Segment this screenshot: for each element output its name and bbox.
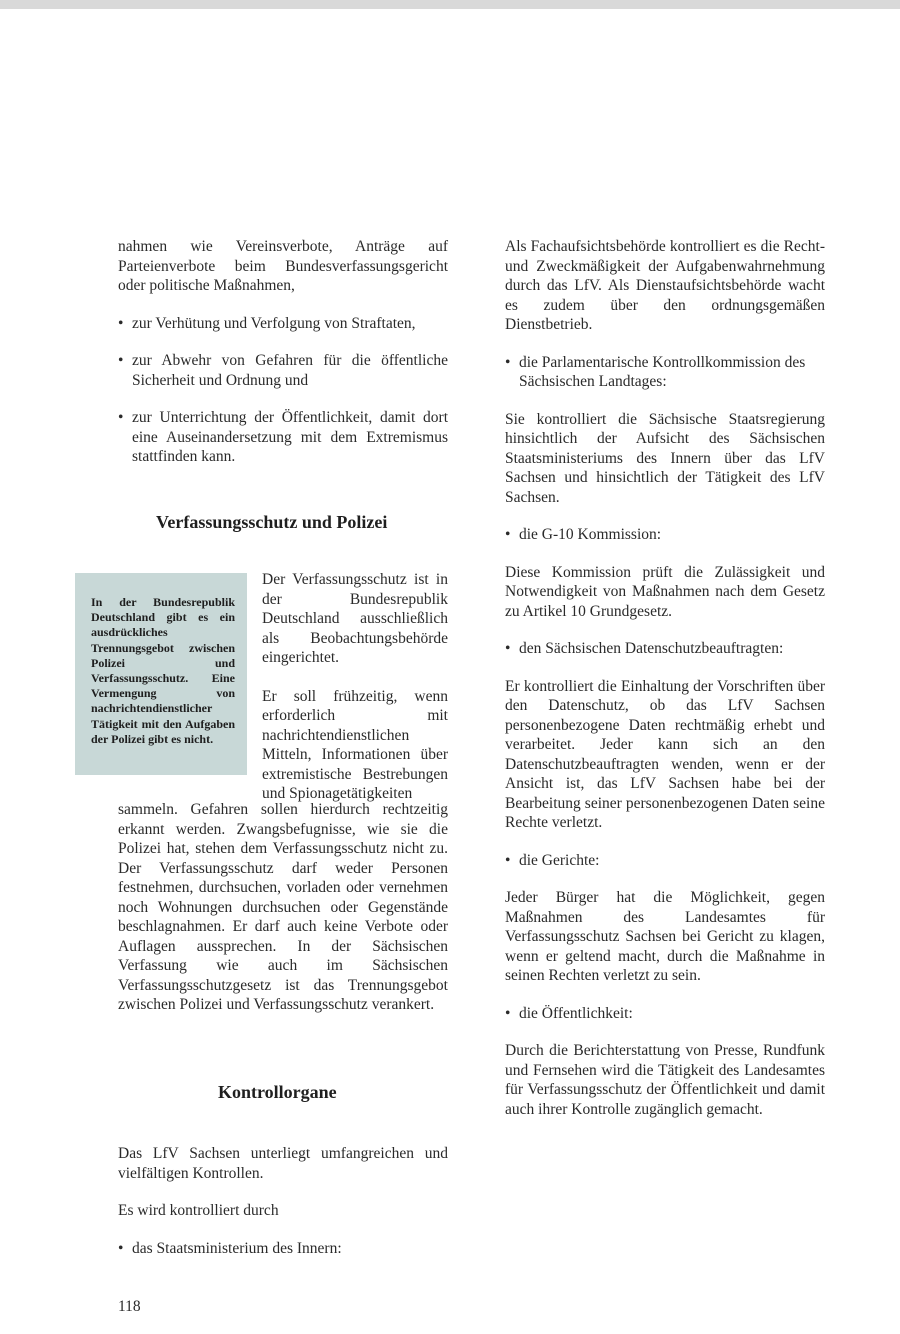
- list-item: • zur Abwehr von Gefahren für die öffentliche Sicherheit und Ordnung und: [118, 351, 448, 390]
- polizei-continued-text: sammeln. Gefahren sollen hierdurch rechtzeitig erkannt werden. Zwangsbefugnisse, wie sie die Polizei hat, stehen dem Verfassungsschutz nicht zu. Der Verfassungsschutz darf weder Personen festnehmen, durchsuchen, vorladen oder vernehmen noch Wohnungen durchsuchen oder Gegenstände beschlagnahmen. Er darf auch keine Verbote oder Auflagen aussprechen. In der Sächsischen Verfassung wie auch im Sächsischen Verfassungsschutzgesetz ist das Trennungsgebot zwischen Polizei und Verfassungsschutz verankert.: [118, 801, 448, 1013]
- callout-text: In der Bundesrepublik Deutschland gibt es ein ausdrückliches Trennungsgebot zwischen Polizei und Verfassungsschutz. Eine Vermengung von nachrichtendienstlicher Tätigkeit mit den Aufgaben der Polizei gibt es nicht.: [91, 595, 235, 746]
- wrap-paragraph-1: Der Verfassungsschutz ist in der Bundesrepublik Deutschland ausschließlich als Beobachtungsbehörde eingerichtet.: [262, 571, 448, 666]
- left-column-top: [118, 237, 448, 467]
- kontroll-paragraph-1: Das LfV Sachsen unterliegt umfangreichen und vielfältigen Kontrollen.: [118, 1145, 448, 1182]
- list-item: • die Parlamentarische Kontrollkommission des Sächsischen Landtages:: [505, 353, 825, 392]
- right-column: [505, 237, 825, 1119]
- kontroll-section: [118, 1144, 448, 1258]
- right-paragraph: Diese Kommission prüft die Zulässigkeit und Notwendigkeit von Maßnahmen nach dem Gesetz zu Artikel 10 Grundgesetz.: [505, 563, 825, 620]
- right-paragraph: Er kontrolliert die Einhaltung der Vorschriften über den Datenschutz, ob das LfV Sachsen personenbezogene Daten rechtmäßig erhebt und verarbeitet. Jeder kann sich an den Datenschutzbeauftragten wenden, wenn er der Ansicht ist, das LfV Sachsen habe bei der Bearbeitung seiner personenbezogenen Daten seine Rechte verletzt.: [505, 677, 825, 831]
- section-heading-kontrollorgane: Kontrollorgane: [218, 1082, 337, 1102]
- list-item: • die G-10 Kommission:: [505, 525, 825, 545]
- kontroll-paragraph-2: Es wird kontrolliert durch: [118, 1202, 279, 1219]
- right-paragraph: Als Fachaufsichtsbehörde kontrolliert es die Recht- und Zweckmäßigkeit der Aufgabenwahrnehmung durch das LfV. Als Dienstaufsichtsbehörde wacht es zudem über den ordnungsgemäßen Dienstbetrieb.: [505, 238, 825, 333]
- page-number: 118: [118, 1298, 141, 1315]
- list-item: • den Sächsischen Datenschutzbeauftragten:: [505, 639, 825, 659]
- wrap-paragraph-2: Er soll frühzeitig, wenn erforderlich mit nachrichtendienstlichen Mitteln, Informationen über extremistische Bestrebungen und Spionagetätigkeiten: [262, 687, 448, 802]
- intro-paragraph: nahmen wie Vereinsverbote, Anträge auf Parteienverbote beim Bundesverfassungsgericht oder politische Maßnahmen,: [118, 238, 448, 294]
- list-item: • zur Unterrichtung der Öffentlichkeit, damit dort eine Auseinandersetzung mit dem Extremismus stattfinden kann.: [118, 408, 448, 467]
- wrap-column: [262, 570, 448, 804]
- right-paragraph: Durch die Berichterstattung von Presse, Rundfunk und Fernsehen wird die Tätigkeit des Landesamtes für Verfassungsschutz der Öffentlichkeit und damit auch ihrer Kontrolle zugänglich gemacht.: [505, 1042, 825, 1118]
- right-paragraph: Jeder Bürger hat die Möglichkeit, gegen Maßnahmen des Landesamtes für Verfassungsschutz Sachsen bei Gericht zu klagen, wenn er geltend macht, durch die Maßnahme in seinen Rechten verletzt zu sein.: [505, 889, 825, 984]
- polizei-paragraph: [118, 800, 448, 1015]
- list-item: • zur Verhütung und Verfolgung von Straftaten,: [118, 314, 448, 334]
- list-item: • das Staatsministerium des Innern:: [118, 1239, 448, 1259]
- top-rule: [0, 0, 900, 9]
- section-heading-polizei: Verfassungsschutz und Polizei: [156, 512, 388, 532]
- right-paragraph: Sie kontrolliert die Sächsische Staatsregierung hinsichtlich der Aufsicht des Sächsischen Staatsministeriums des Innern über das LfV Sachsen und hinsichtlich der Tätigkeit des LfV Sachsen.: [505, 410, 825, 506]
- list-item: • die Öffentlichkeit:: [505, 1004, 825, 1024]
- callout-box: [75, 573, 247, 775]
- list-item: • die Gerichte:: [505, 851, 825, 871]
